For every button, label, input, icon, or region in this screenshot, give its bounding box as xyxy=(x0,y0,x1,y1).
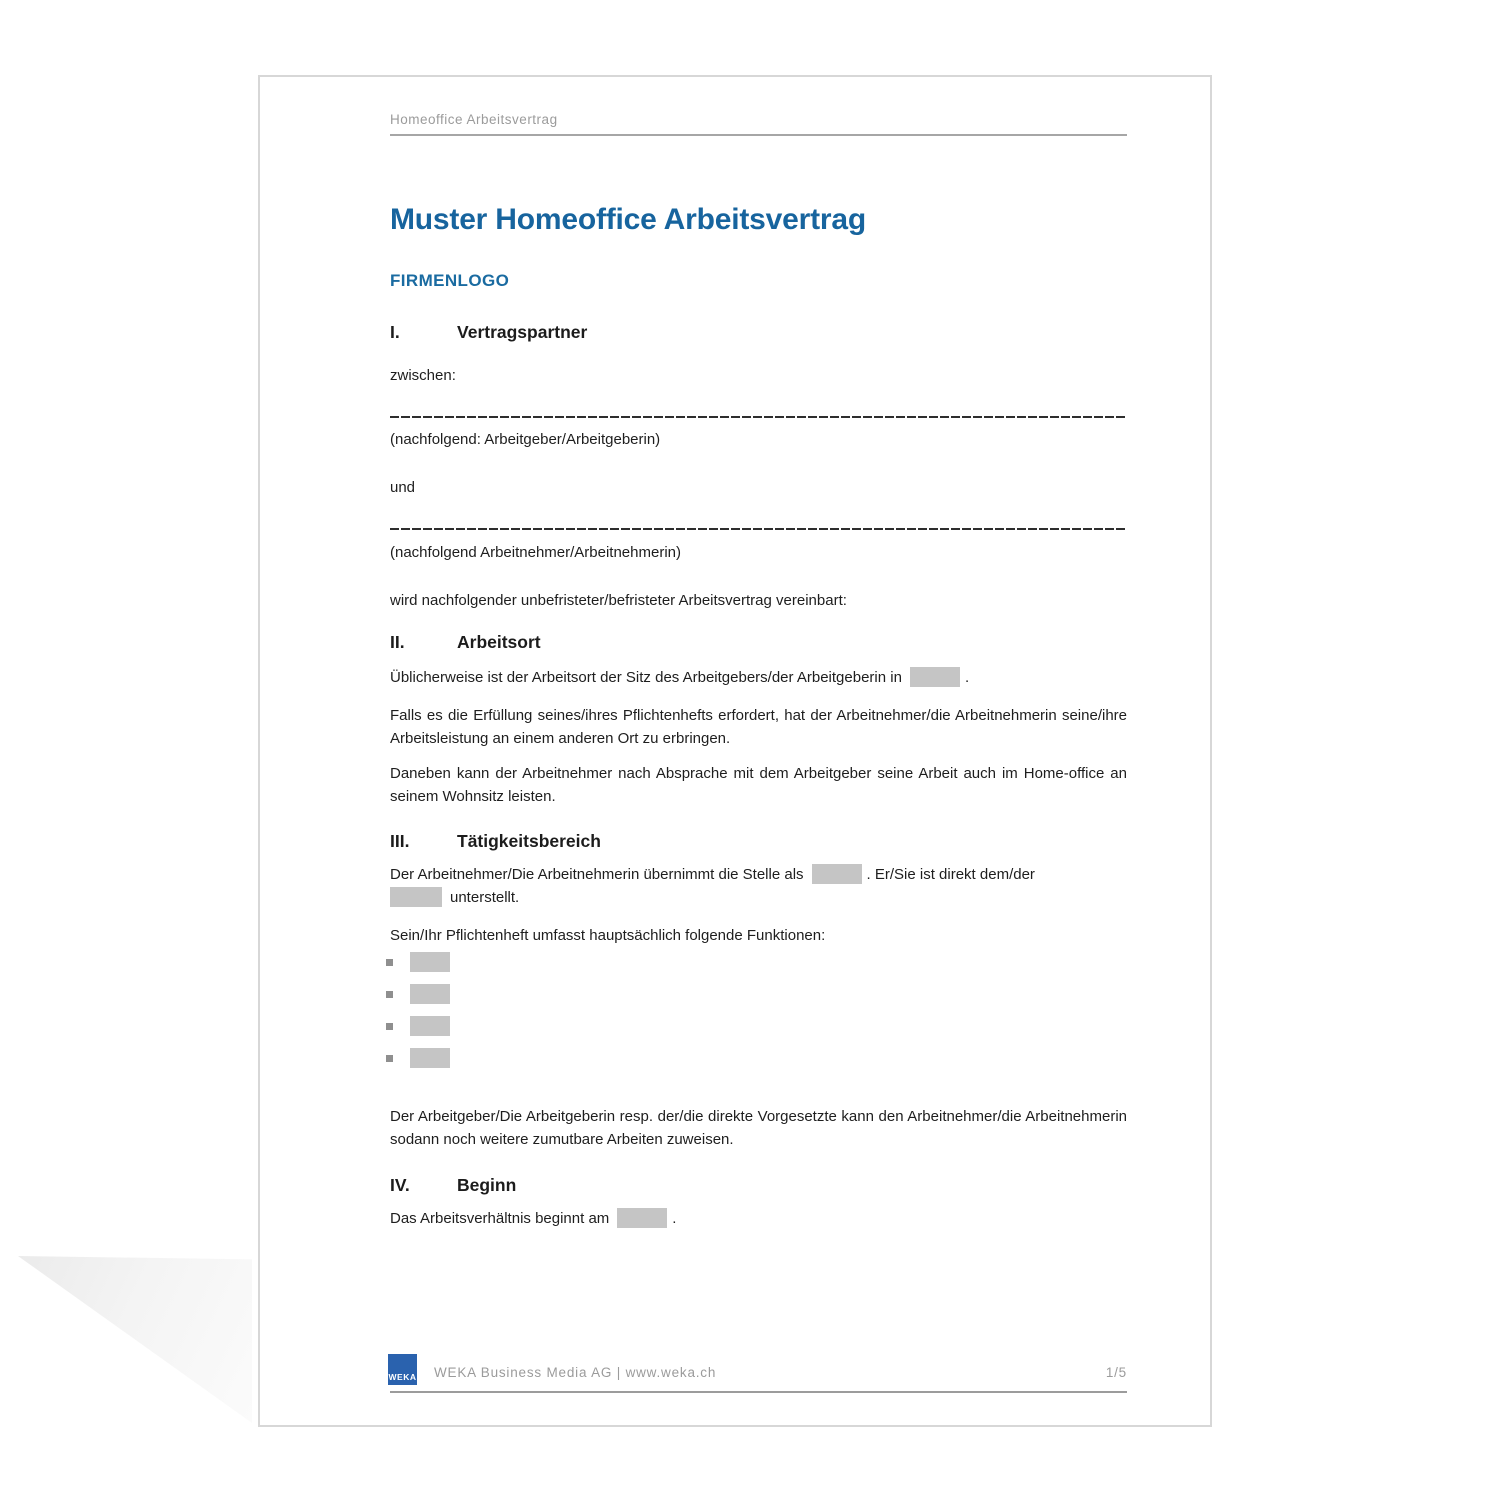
section-4-paragraph-1 xyxy=(390,1207,1127,1230)
function-list xyxy=(386,952,1123,1080)
page-reflection xyxy=(18,1256,252,1423)
connector-text: und xyxy=(390,479,416,496)
employer-note: (nachfolgend: Arbeitgeber/Arbeitgeberin) xyxy=(390,431,661,448)
fill-in-placeholder xyxy=(910,667,960,687)
fill-in-placeholder xyxy=(812,864,862,884)
section-1-intro: zwischen: xyxy=(390,367,456,384)
section-3-paragraph-2: Sein/Ihr Pflichtenheft umfasst hauptsächlich folgende Funktionen: xyxy=(390,927,826,944)
section-1-number: I. xyxy=(390,322,400,342)
section-3-paragraph-1 xyxy=(390,863,1127,909)
section-4-title: Beginn xyxy=(457,1175,517,1195)
text-segment: . xyxy=(964,669,970,686)
section-1-heading xyxy=(390,322,1127,343)
bullet-icon xyxy=(386,1023,393,1030)
list-item xyxy=(386,1016,1123,1036)
text-segment: . Er/Sie ist direkt dem/der xyxy=(866,866,1035,883)
section-4-heading xyxy=(390,1175,1127,1196)
list-item xyxy=(386,984,1123,1004)
fill-in-placeholder xyxy=(390,887,442,907)
section-2-number: II. xyxy=(390,632,405,652)
bullet-icon xyxy=(386,991,393,998)
footer-page-number: 1/5 xyxy=(1105,1365,1127,1380)
bullet-icon xyxy=(386,959,393,966)
section-2-heading xyxy=(390,632,1127,653)
section-1-title: Vertragspartner xyxy=(457,322,588,342)
employee-note: (nachfolgend Arbeitnehmer/Arbeitnehmerin) xyxy=(390,544,681,561)
fill-in-placeholder xyxy=(410,1016,450,1036)
text-segment: Das Arbeitsverhältnis beginnt am xyxy=(390,1210,610,1227)
company-logo-placeholder: FIRMENLOGO xyxy=(390,271,510,290)
footer-rule xyxy=(390,1391,1127,1393)
section-3-title: Tätigkeitsbereich xyxy=(457,831,601,851)
bullet-icon xyxy=(386,1055,393,1062)
section-4-number: IV. xyxy=(390,1175,410,1195)
list-item xyxy=(386,952,1123,972)
fill-in-placeholder xyxy=(410,1048,450,1068)
section-2-paragraph-2: Falls es die Erfüllung seines/ihres Pflichtenhefts erfordert, hat der Arbeitnehmer/die Arbeitnehmerin seine/ihre Arbeitsleistung an einem anderen Ort zu erbringen. xyxy=(390,707,1127,747)
list-item xyxy=(386,1048,1123,1068)
text-segment: Der Arbeitnehmer/Die Arbeitnehmerin übernimmt die Stelle als xyxy=(390,866,804,883)
text-segment: unterstellt. xyxy=(450,889,520,906)
weka-logo-text: WEKA xyxy=(388,1371,417,1382)
section-3-heading xyxy=(390,831,1127,852)
section-3-paragraph-3: Der Arbeitgeber/Die Arbeitgeberin resp. der/die direkte Vorgesetzte kann den Arbeitnehmer/die Arbeitnehmerin sodann noch weitere zumutbare Arbeiten zuweisen. xyxy=(390,1108,1127,1148)
section-3-number: III. xyxy=(390,831,410,851)
text-segment: . xyxy=(672,1210,677,1227)
fill-in-placeholder xyxy=(410,984,450,1004)
running-header: Homeoffice Arbeitsvertrag xyxy=(390,112,558,127)
section-1-closing: wird nachfolgender unbefristeter/befristeter Arbeitsvertrag vereinbart: xyxy=(390,592,847,609)
header-rule xyxy=(390,134,1127,136)
section-2-paragraph-1 xyxy=(390,666,1127,689)
signature-line-employer xyxy=(390,416,1127,418)
document-page xyxy=(258,75,1212,1427)
section-2-paragraph-3: Daneben kann der Arbeitnehmer nach Absprache mit dem Arbeitgeber seine Arbeit auch im Home-office an seinem Wohnsitz leisten. xyxy=(390,765,1127,805)
document-title: Muster Homeoffice Arbeitsvertrag xyxy=(390,203,866,236)
text-segment: Üblicherweise ist der Arbeitsort der Sitz des Arbeitgebers/der Arbeitgeberin in xyxy=(390,669,902,686)
fill-in-placeholder xyxy=(410,952,450,972)
signature-line-employee xyxy=(390,528,1127,530)
fill-in-placeholder xyxy=(617,1208,667,1228)
section-2-title: Arbeitsort xyxy=(457,632,541,652)
footer-company: WEKA Business Media AG | www.weka.ch xyxy=(434,1365,717,1380)
